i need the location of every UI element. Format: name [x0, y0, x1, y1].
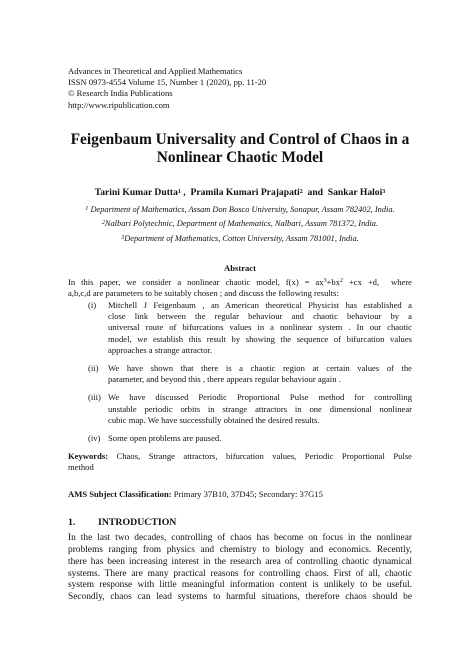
paper-title-line-1: Feigenbaum Universality and Control of Chaos in a — [70, 130, 410, 148]
keywords-line: method — [68, 462, 94, 473]
paragraph-line: systems. There are many practical reasons for controlling chaos. First of all, chaotic — [68, 568, 412, 579]
list-item-number: (i) — [88, 299, 97, 310]
list-item-line: Some open problems are paused. — [108, 433, 222, 444]
list-item-line: We have shown that there is a chaotic region at certain values of the — [108, 363, 412, 373]
introduction-paragraph — [68, 533, 412, 604]
author-list — [68, 187, 412, 199]
paragraph-line: Secondly, chaos can lead systems to harmful situations, therefore chaos should be — [68, 592, 412, 603]
list-item-number: (iii) — [88, 392, 101, 403]
paragraph-line: In the last two decades, controlling of chaos has become on focus in the nonlinear — [68, 532, 412, 543]
journal-name: Advances in Theoretical and Applied Mathematics — [68, 66, 243, 76]
affiliation — [68, 234, 412, 245]
affiliation — [68, 219, 412, 230]
exponent: 3 — [323, 277, 327, 284]
keywords-text: Chaos, Strange attractors, bifurcation values, Periodic Proportional Pulse — [108, 451, 412, 462]
list-item-line: cubic map. We have successfully obtained the desired results. — [108, 414, 320, 425]
journal-issn: ISSN 0973-4554 Volume 15, Number 1 (2020), pp. 11-20 — [68, 77, 267, 88]
ams-classification — [68, 489, 412, 500]
keywords-line — [68, 451, 412, 462]
journal-publisher: © Research India Publications — [68, 88, 173, 99]
section-title: INTRODUCTION — [98, 516, 177, 528]
author-separator: , — [180, 187, 191, 198]
paper-title — [68, 131, 412, 168]
abstract-intro — [68, 277, 412, 299]
list-item-line: unstable periodic orbits in strange attractors in one dimensional nonlinear — [108, 403, 412, 414]
author-name: Pramila Kumari Prajapati — [190, 187, 300, 198]
journal-url[interactable]: http://www.ripublication.com — [68, 99, 170, 110]
list-item-line: We have discussed Periodic Proportional Pulse method for controlling — [108, 392, 412, 403]
abstract-intro-part: In this paper, we consider a nonlinear chaotic model, f(x) = ax — [68, 276, 324, 287]
paragraph-line: there has been increasing interest in the research area of controlling chaotic dynamical — [68, 556, 412, 567]
paragraph-line: problems ranging from physics and chemistry to biology and economics. Recently, — [68, 544, 412, 555]
keywords — [68, 451, 412, 473]
affiliation-list — [68, 205, 412, 245]
paper-page — [68, 66, 412, 604]
abstract-heading: Abstract — [224, 262, 256, 273]
ams-text: Primary 37B10, 37D45; Secondary: 37G15 — [171, 488, 323, 499]
list-item-number: (ii) — [88, 363, 99, 373]
list-item-line: parameter, and beyond this , there appears regular behaviour again . — [108, 374, 341, 385]
list-item-line: approaches a strange attractor. — [108, 344, 213, 355]
affiliation-mark: 1 — [85, 206, 89, 212]
affiliation-text: Nalbari Polytechnic, Department of Mathematics, Nalbari, Assam 781372, India. — [104, 219, 379, 229]
list-item-number: (iv) — [88, 433, 101, 444]
abstract-intro-line: a,b,c,d are parameters to be suitably chosen ; and discuss the following results: — [68, 287, 339, 298]
author-affiliation-mark: 3 — [382, 189, 386, 195]
journal-header — [68, 66, 412, 111]
abstract-intro-part: +bx — [326, 276, 340, 287]
list-item-line: universal route of bifurcations values in a nonlinear system . In our chaotic — [108, 322, 412, 333]
section-number: 1. — [68, 516, 76, 528]
affiliation-mark: 3 — [121, 234, 125, 241]
paragraph-line: system response with little meaningful information content is unlikely to be useful. — [68, 580, 412, 591]
list-item-line: Mitchell J Feigenbaum , an American theoretical Physicist has established a — [108, 299, 412, 310]
affiliation — [68, 205, 412, 216]
author-affiliation-mark: 2 — [299, 189, 303, 195]
section-heading — [68, 517, 412, 529]
abstract-intro-line — [68, 277, 412, 288]
list-item — [68, 363, 412, 385]
affiliation-text: Department of Mathematics, Cotton University, Assam 781001, India. — [124, 233, 359, 243]
author-name: Tarini Kumar Dutta — [94, 187, 178, 198]
list-item — [68, 300, 412, 356]
list-item-line: model, we establish this result by showing the sequence of bifurcation values — [108, 333, 412, 344]
affiliation-text: Department of Mathematics, Assam Don Bosco University, Sonapur, Assam 782402, India. — [88, 205, 395, 214]
keywords-label: Keywords: — [68, 451, 109, 462]
author-separator: and — [302, 187, 328, 198]
list-item-line: close link between the regular behaviour and chaotic behaviour by a — [108, 311, 412, 322]
exponent: 2 — [339, 277, 343, 284]
list-item — [68, 392, 412, 426]
list-item — [68, 433, 412, 444]
paper-title-line-2: Nonlinear Chaotic Model — [156, 149, 324, 167]
ams-label: AMS Subject Classification: — [68, 488, 172, 499]
author-name: Sankar Haloi — [327, 187, 383, 198]
affiliation-mark: 2 — [101, 220, 105, 227]
abstract-results-list — [68, 300, 412, 444]
author-affiliation-mark: 1 — [177, 189, 181, 195]
abstract-intro-part: +cx +d, where — [342, 276, 413, 287]
